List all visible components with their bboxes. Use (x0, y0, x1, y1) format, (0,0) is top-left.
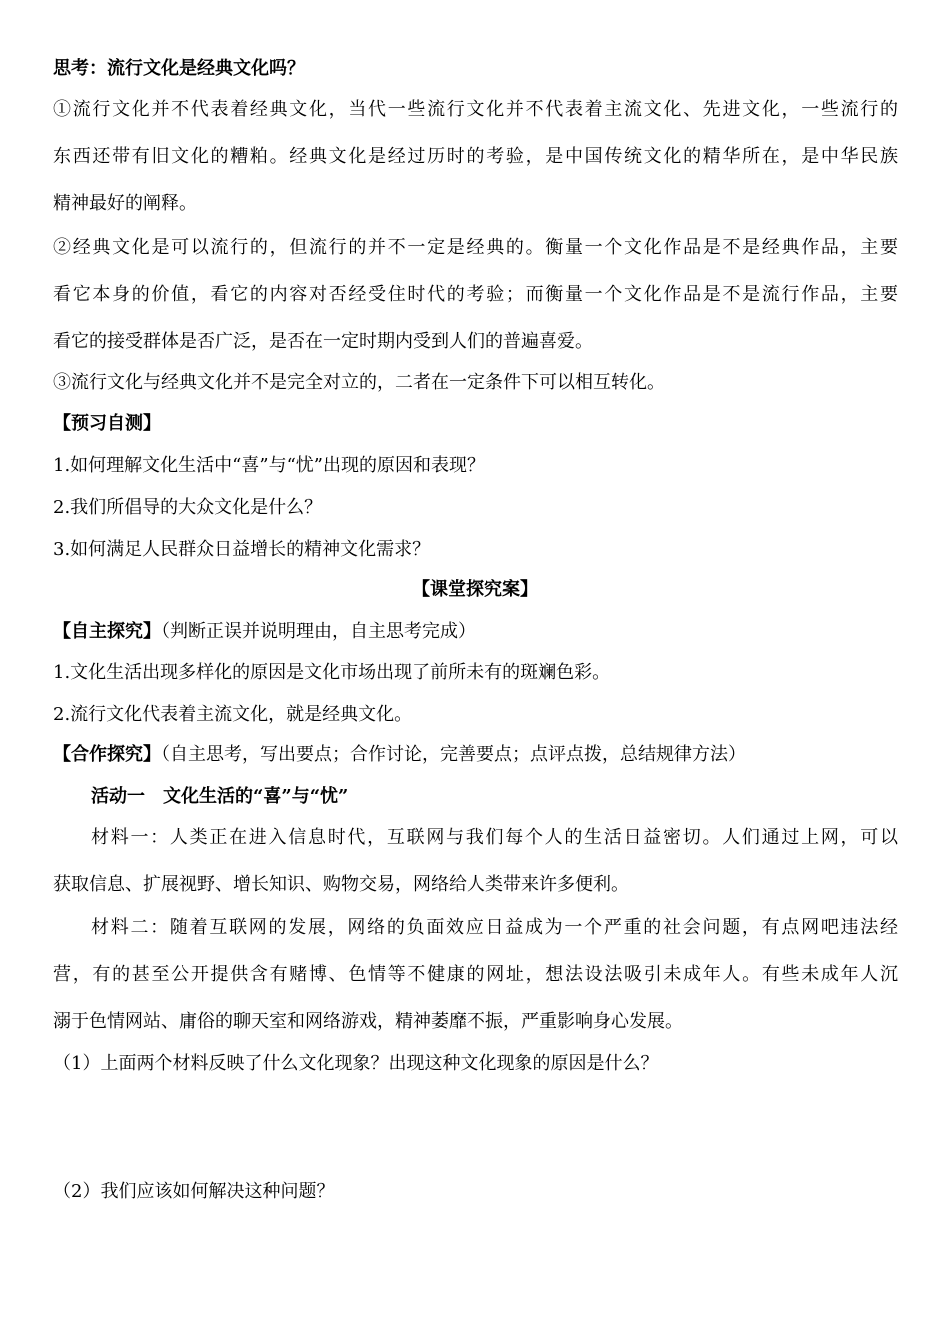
preview-item-3: 3.如何满足人民群众日益增长的精神文化需求？ (53, 539, 431, 560)
question-1: （1）上面两个材料反映了什么文化现象？出现这种文化现象的原因是什么？ (53, 1053, 659, 1074)
think-p1-line3: 精神最好的阐释。 (53, 193, 197, 214)
self-explore-item-1: 1.文化生活出现多样化的原因是文化市场出现了前所未有的斑斓色彩。 (53, 662, 611, 683)
material2-line2: 营，有的甚至公开提供含有赌博、色情等不健康的网址，想法设法吸引未成年人。有些未成年人沉 (53, 964, 898, 985)
think-p2-line1: ②经典文化是可以流行的，但流行的并不一定是经典的。衡量一个文化作品是不是经典作品，主要 (53, 237, 898, 258)
think-p1-line2: 东西还带有旧文化的糟粕。经典文化是经过历时的考验，是中国传统文化的精华所在，是中华民族 (53, 146, 898, 167)
material2-line1: 材料二：随着互联网的发展，网络的负面效应日益成为一个严重的社会问题，有点网吧违法经 (91, 917, 898, 938)
activity-title: 活动一 文化生活的“喜”与“忧” (91, 786, 349, 807)
think-p1-line1: ①流行文化并不代表着经典文化，当代一些流行文化并不代表着主流文化、先进文化，一些流行的 (53, 99, 898, 120)
classroom-heading: 【课堂探究案】 (412, 579, 538, 600)
preview-heading: 【预习自测】 (53, 413, 161, 434)
self-explore-heading: 【自主探究】 (53, 621, 161, 642)
coop-explore-note: （自主思考，写出要点；合作讨论，完善要点；点评点拨，总结规律方法） (161, 744, 746, 765)
self-explore-note: （判断正误并说明理由，自主思考完成） (161, 621, 476, 642)
self-explore-line (53, 620, 898, 644)
think-p2-line3: 看它的接受群体是否广泛，是否在一定时期内受到人们的普遍喜爱。 (53, 331, 593, 352)
material1-line2: 获取信息、扩展视野、增长知识、购物交易，网络给人类带来许多便利。 (53, 874, 629, 895)
preview-item-2: 2.我们所倡导的大众文化是什么？ (53, 497, 323, 518)
think-p3: ③流行文化与经典文化并不是完全对立的，二者在一定条件下可以相互转化。 (53, 372, 665, 393)
preview-item-1: 1.如何理解文化生活中“喜”与“忧”出现的原因和表现？ (53, 455, 485, 476)
material2-line3: 溺于色情网站、庸俗的聊天室和网络游戏，精神萎靡不振，严重影响身心发展。 (53, 1011, 683, 1032)
coop-explore-line (53, 743, 898, 767)
self-explore-item-2: 2.流行文化代表着主流文化，就是经典文化。 (53, 704, 413, 725)
coop-explore-heading: 【合作探究】 (53, 744, 161, 765)
think-title: 思考：流行文化是经典文化吗？ (53, 58, 305, 79)
question-2: （2）我们应该如何解决这种问题？ (53, 1181, 335, 1202)
material1-line1: 材料一：人类正在进入信息时代，互联网与我们每个人的生活日益密切。人们通过上网，可以 (91, 827, 898, 848)
think-p2-line2: 看它本身的价值，看它的内容对否经受住时代的考验；而衡量一个文化作品是不是流行作品，主要 (53, 284, 898, 305)
